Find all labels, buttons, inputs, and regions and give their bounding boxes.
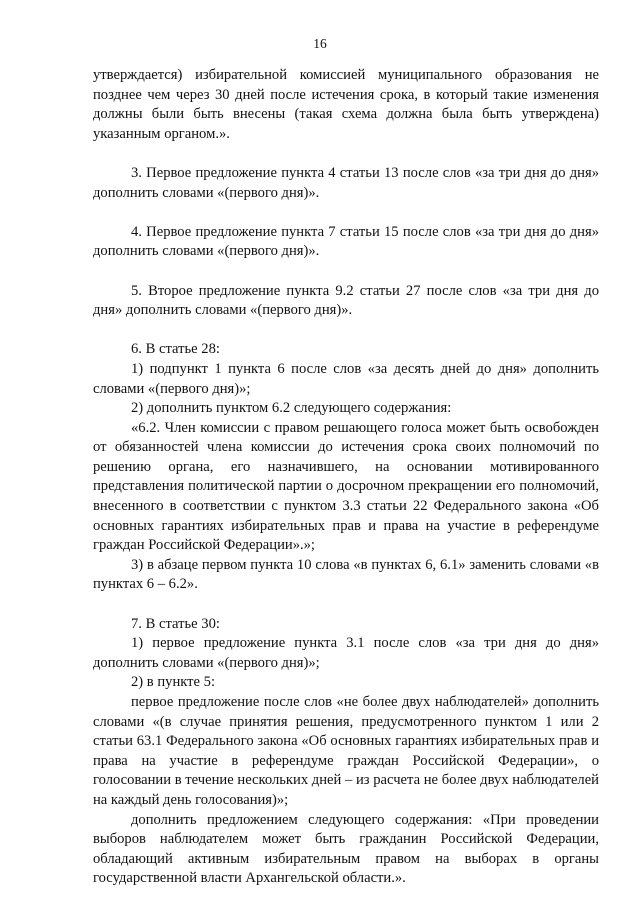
paragraph-item-3: 3. Первое предложение пункта 4 статьи 13 после слов «за три дня до дня» дополнить словами «(первого дня)».: [93, 164, 599, 201]
paragraph-gap: [93, 595, 599, 615]
paragraph-continuation: утверждается) избирательной комиссией муниципального образования не позднее чем через 30 дней после истечения срока, в который такие изменения должны были быть внесены (такая схема должна была быть утверждена) указанным органом.».: [93, 67, 599, 142]
page-number: 16: [313, 36, 327, 51]
paragraph-item-6-sub-3: 3) в абзаце первом пункта 10 слова «в пунктах 6, 6.1» заменить словами «в пунктах 6 – 6.2».: [93, 556, 599, 593]
paragraph-item-7-heading: 7. В статье 30:: [131, 615, 220, 632]
paragraph-item-7-sub-2-first: первое предложение после слов «не более двух наблюдателей» дополнить словами «(в случае принятия решения, предусмотренного пунктом 1 или 2 статьи 63.1 Федерального закона «Об основных гарантиях избирательных прав и права на участие в референдуме граждан Российской Федерации», о голосовании в течение нескольких дней – из расчета не более двух наблюдателей на каждый день голосования)»;: [93, 694, 599, 808]
paragraph-item-6-sub-1: 1) подпункт 1 пункта 6 после слов «за десять дней до дня» дополнить словами «(первого дня)»;: [93, 360, 599, 397]
paragraph-item-6-sub-2: 2) дополнить пунктом 6.2 следующего содержания:: [131, 400, 452, 417]
paragraph-gap: [93, 262, 599, 282]
paragraph-item-5: 5. Второе предложение пункта 9.2 статьи 27 после слов «за три дня до дня» дополнить словами «(первого дня)».: [93, 282, 599, 319]
paragraph-item-6-quote: «6.2. Член комиссии с правом решающего голоса может быть освобожден от обязанностей члена комиссии до истечения срока своих полномочий по решению органа, его назначившего, на основании мотивированного представления политической партии о досрочном прекращении его полномочий, внесенного в соответствии с пунктом 3.3 статьи 22 Федерального закона «Об основных гарантиях избирательных прав и права на участие в референдуме граждан Российской Федерации».»;: [93, 419, 599, 554]
paragraph-item-7-sub-2: 2) в пункте 5:: [131, 674, 216, 691]
paragraph-item-6-heading: 6. В статье 28:: [131, 341, 220, 358]
paragraph-gap: [93, 144, 599, 164]
document-body: [93, 66, 599, 889]
paragraph-item-7-sub-1: 1) первое предложение пункта 3.1 после слов «за три дня до дня» дополнить словами «(первого дня)»;: [93, 635, 599, 671]
paragraph-item-4: 4. Первое предложение пункта 7 статьи 15 после слов «за три дня до дня» дополнить словами «(первого дня)».: [93, 223, 599, 260]
paragraph-gap: [93, 203, 599, 223]
paragraph-gap: [93, 321, 599, 341]
paragraph-item-7-sub-2-second: дополнить предложением следующего содержания: «При проведении выборов наблюдателем может быть гражданин Российской Федерации, обладающий активным избирательным правом на выборах в органы государственной власти Архангельской области.».: [93, 811, 599, 887]
